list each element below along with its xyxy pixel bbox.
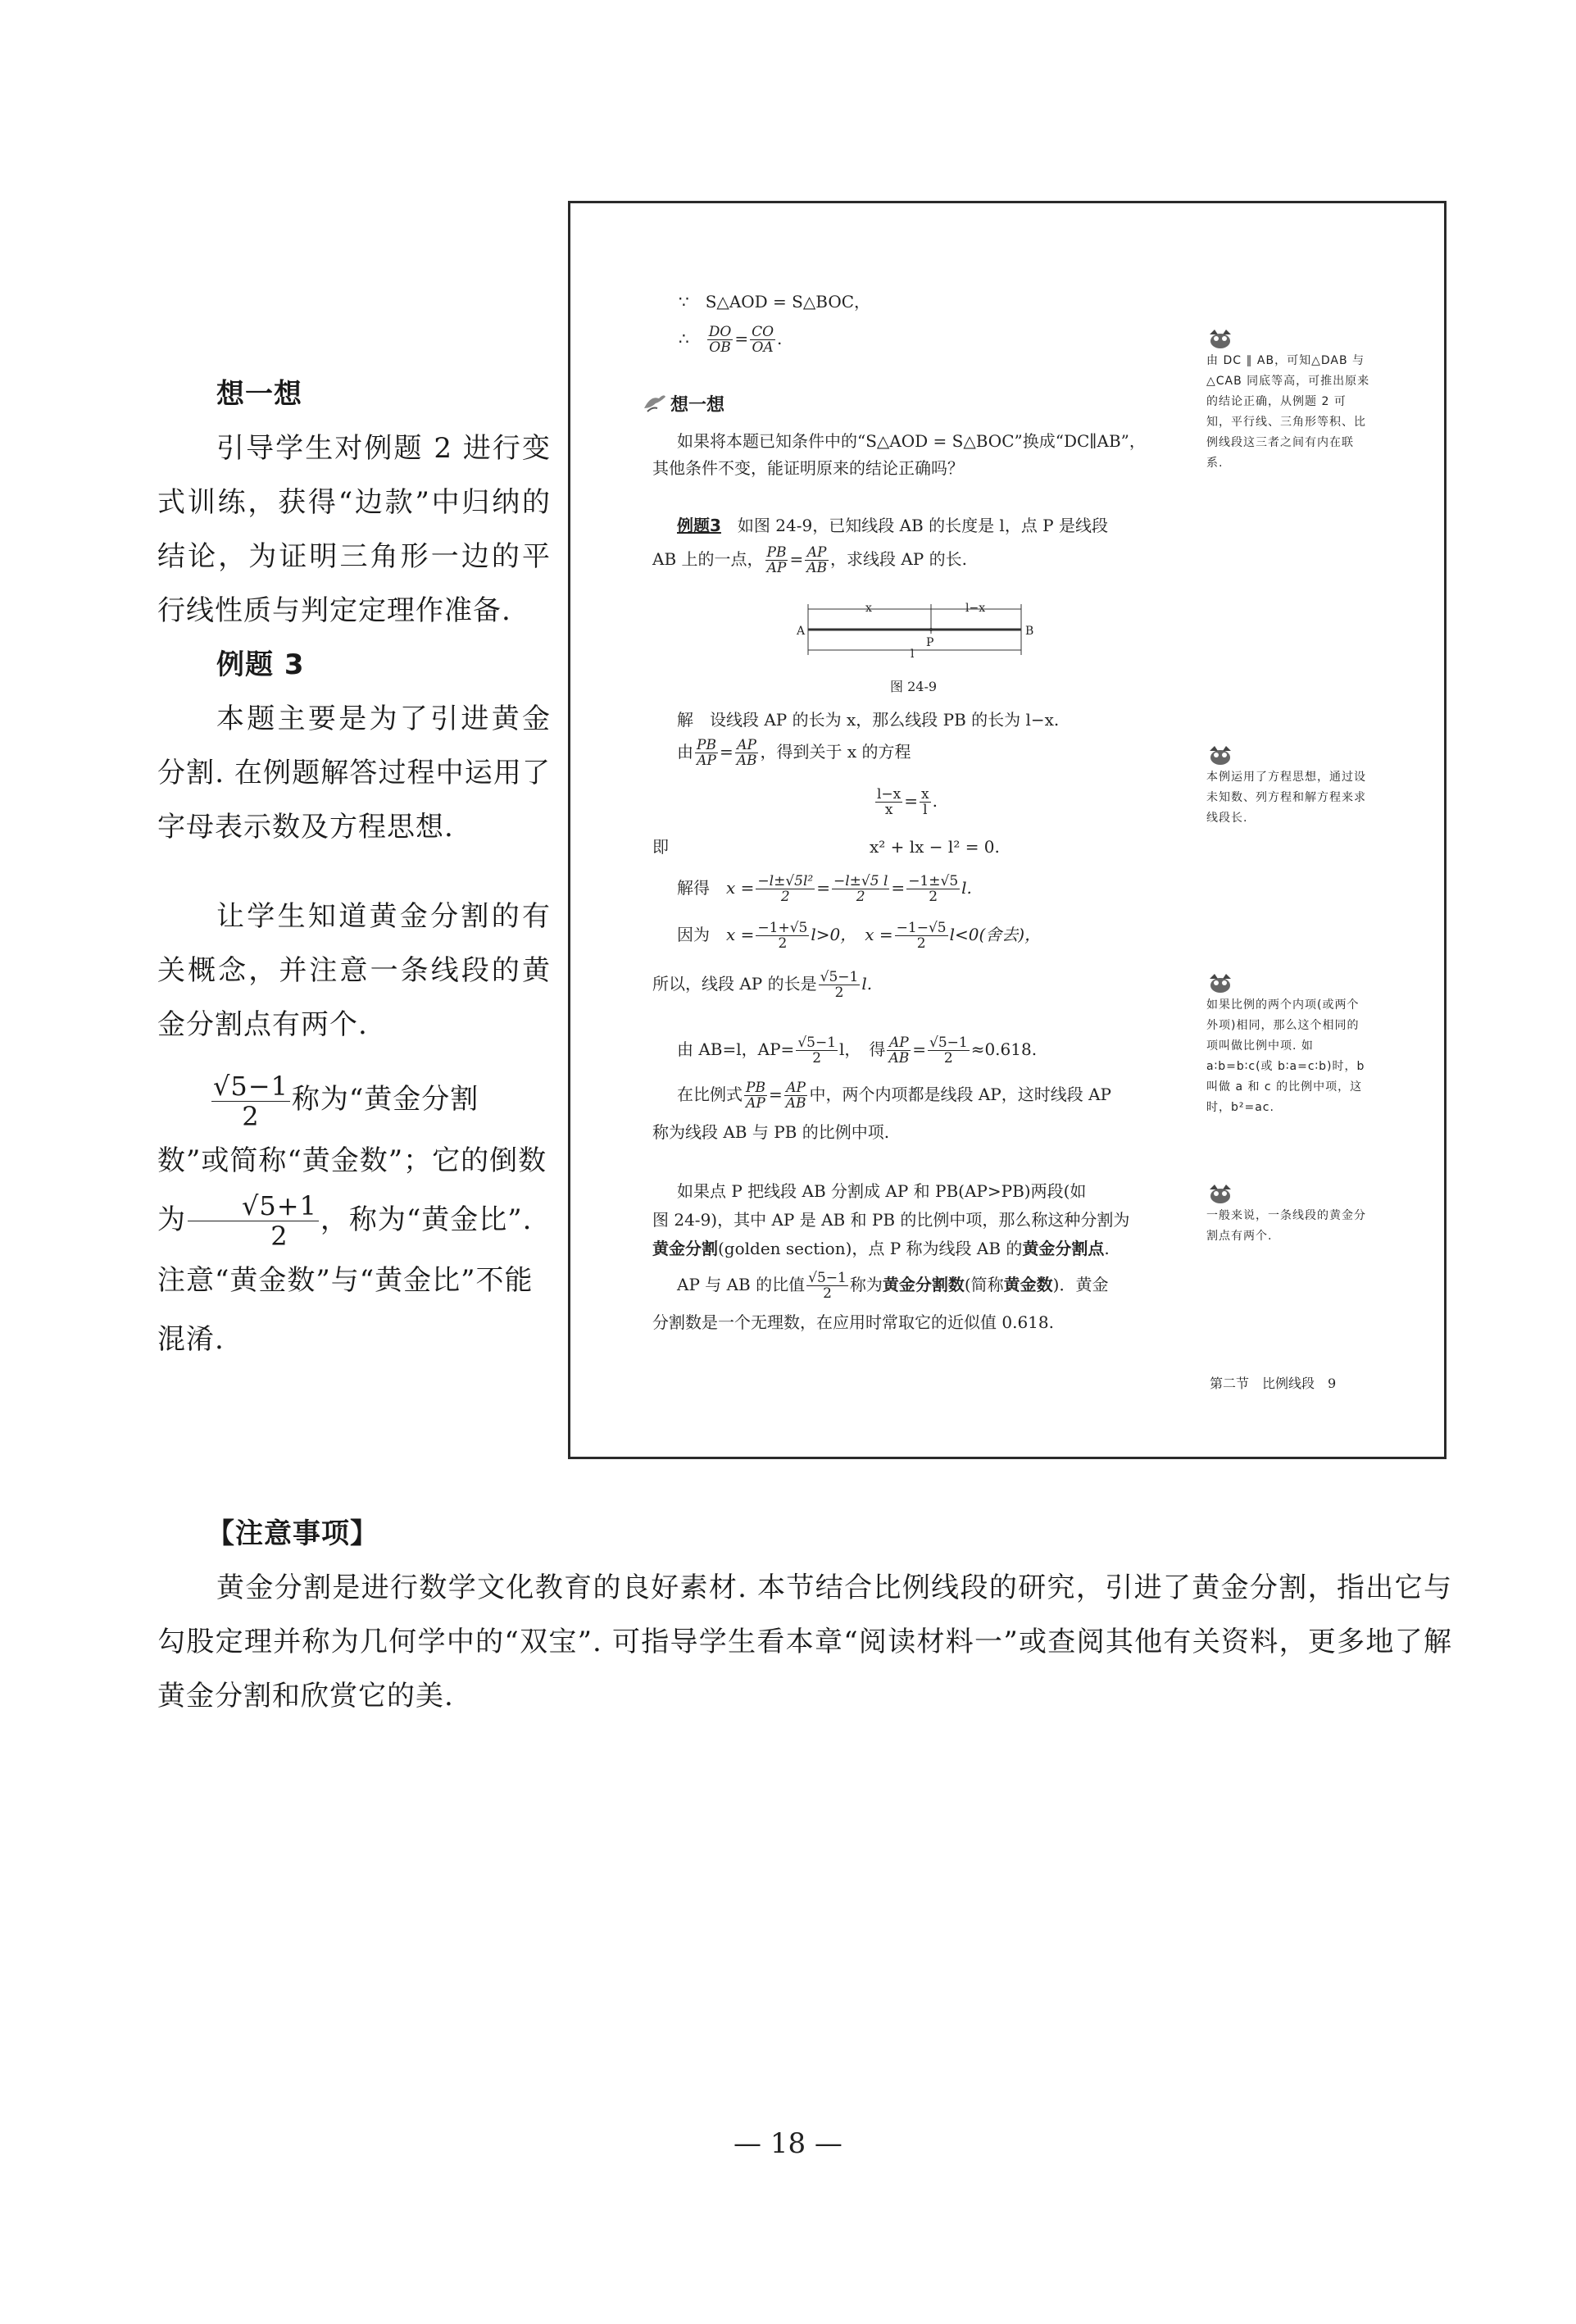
because-line: ∵ S△AOD = S△BOC，	[679, 292, 871, 312]
page-number: — 18 —	[733, 2127, 843, 2160]
figure-24-9	[792, 593, 1038, 675]
fig-label-b: B	[1025, 625, 1034, 638]
ji-label: 即	[652, 837, 669, 857]
think-title: 想一想	[670, 395, 725, 416]
think-text-1: 如果将本题已知条件中的“S△AOD = S△BOC”换成“DC∥AB”，	[677, 431, 1146, 451]
therefore-line: ∴ $\frac{DO}{OB}$ = $\frac{CO}{OA}$ .	[679, 324, 783, 356]
owl-icon	[1206, 1183, 1234, 1204]
golden-number-text	[157, 1070, 551, 1369]
think-text-2: 其他条件不变，能证明原来的结论正确吗？	[652, 458, 964, 478]
notes-section	[157, 1507, 1452, 1723]
owl-icon	[1206, 744, 1234, 766]
example3-line1: 例题3 如图 24-9，已知线段 AB 的长度是 l，点 P 是线段	[677, 516, 1108, 535]
think-note: 引导学生对例题 2 进行变式训练，获得“边款”中归纳的结论，为证明三角形一边的平行线性质与判定定理作准备.	[157, 432, 551, 627]
golden-ratio-fraction: $\frac{√5+1}{2}$	[188, 1191, 319, 1251]
fig-label-l: l	[911, 648, 915, 661]
figure-caption: 图 24-9	[890, 679, 938, 694]
equation-3: 解得 x = $\frac{\text{−l±√5l²}}{2}$ = $\frac{-l\pm√5 l}{2}$ = $\frac{-1\pm√5}{2}$ l.	[677, 873, 972, 905]
book-footer: 第二节 比例线段 9	[1210, 1376, 1337, 1391]
example3-note: 本题主要是为了引进黄金分割. 在例题解答过程中运用了字母表示数及方程思想.	[157, 703, 551, 844]
equation-4: 因为 x = $\frac{-1+√5}{2}$ l>0， x = $\frac{-1-√5}{2}$ l<0(舍去)，	[677, 920, 1042, 952]
golden-number-line1: AP 与 AB 的比值 $\frac{√5-1}{2}$ 称为黄金分割数(简称黄金数)．黄金	[677, 1270, 1109, 1302]
golden-point-note	[157, 889, 551, 1052]
golden-number-label: 称为“黄金分割数”或简称“黄金数”；它的倒数为	[157, 1083, 547, 1236]
side-note-2: 本例运用了方程思想，通过设未知数、列方程和解方程来求线段长.	[1206, 771, 1366, 825]
notes-text: 黄金分割是进行数学文化教育的良好素材. 本节结合比例线段的研究，引进了黄金分割，指出它与勾股定理并称为几何学中的“双宝”. 可指导学生看本章“阅读材料一”或查阅其他有关资料，更多地了解黄金分割和欣赏它的美.	[157, 1571, 1452, 1712]
golden-def-line2: 图 24-9)，其中 AP 是 AB 和 PB 的比例中项，那么称这种分割为	[652, 1210, 1130, 1230]
golden-number-note	[157, 1070, 551, 1369]
answer-line: 所以，线段 AP 的长是 $\frac{√5-1}{2}$ l.	[652, 969, 873, 1001]
side-note-1: 由 DC ∥ AB，可知△DAB 与△CAB 同底等高，可推出原来的结论正确，从例题 2 可知，平行线、三角形等积、比例线段这三者之间有内在联系.	[1206, 354, 1370, 470]
owl-icon	[1206, 972, 1234, 994]
equation-1: $\frac{l-x}{x}$ = $\frac{x}{l}$ .	[877, 786, 938, 818]
golden-ratio-label: ，称为“黄金比”. 注意“黄金数”与“黄金比”不能混淆.	[157, 1203, 534, 1356]
bird-icon	[643, 390, 667, 415]
golden-number-fraction: $\frac{√5-1}{2}$	[213, 1070, 288, 1132]
notes-title: 【注意事项】	[207, 1517, 379, 1550]
equation-2: x² + lx − l² = 0.	[870, 837, 1000, 857]
golden-def-line3: 黄金分割(golden section)，点 P 称为线段 AB 的黄金分割点.	[652, 1239, 1110, 1258]
proportion-line2: 称为线段 AB 与 PB 的比例中项.	[652, 1122, 890, 1142]
fig-label-p: P	[926, 636, 934, 649]
heading-think: 想一想	[216, 378, 302, 411]
side-note-4: 一般来说，一条线段的黄金分割点有两个.	[1206, 1209, 1366, 1243]
golden-def-line1: 如果点 P 把线段 AB 分割成 AP 和 PB(AP>PB)两段(如	[677, 1181, 1087, 1201]
proportion-line1: 在比例式 $\frac{PB}{AP}$ = $\frac{AP}{AB}$ 中，两个内项都是线段 AP，这时线段 AP	[677, 1080, 1111, 1112]
golden-number-line2: 分割数是一个无理数，在应用时常取它的近似值 0.618.	[652, 1312, 1054, 1332]
fig-label-a: A	[797, 625, 806, 638]
solution-line1: 解 设线段 AP 的长为 x，那么线段 PB 的长为 l−x.	[677, 710, 1060, 730]
heading-example3: 例题 3	[216, 648, 305, 681]
example3-line2: AB 上的一点， $\frac{PB}{AP}$ = $\frac{AP}{AB}$ ，求线段 AP 的长.	[652, 544, 967, 576]
textbook-page	[568, 201, 1447, 1459]
fig-label-x: x	[865, 602, 872, 615]
side-note-3: 如果比例的两个内项(或两个外项)相同，那么这个相同的项叫做比例中项. 如 a∶b=b∶c(或 b∶a=c∶b)时，b 叫做 a 和 c 的比例中项，这时，b²=ac.	[1206, 998, 1365, 1114]
example3-tag: 例题3	[677, 516, 721, 535]
ratio-line: 由 AB=l，AP= $\frac{√5-1}{2}$ l， 得 $\frac{AP}{AB}$ = $\frac{√5-1}{2}$ ≈0.618.	[677, 1035, 1038, 1066]
left-notes-column	[157, 367, 551, 854]
owl-icon	[1206, 328, 1234, 349]
solution-line2: 由 $\frac{PB}{AP}$ = $\frac{AP}{AB}$ ，得到关于 x 的方程	[677, 737, 911, 769]
fig-label-lx: l−x	[965, 602, 986, 615]
golden-point-text: 让学生知道黄金分割的有关概念，并注意一条线段的黄金分割点有两个.	[157, 900, 551, 1041]
